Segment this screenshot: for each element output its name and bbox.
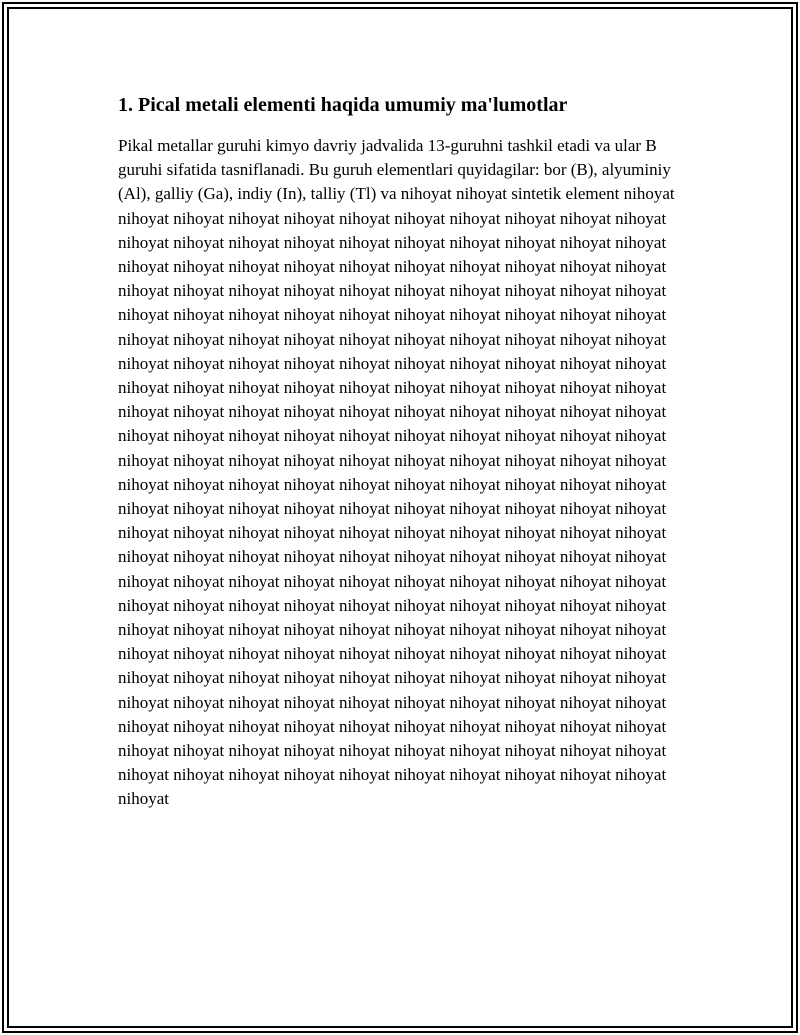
section-heading: 1. Pical metali elementi haqida umumiy ma'lumotlar xyxy=(118,94,568,116)
paragraph-intro: Pikal metallar guruhi kimyo davriy jadvalida 13-guruhni tashkil etadi va ular B guruhi sifatida tasniflanadi. Bu guruh elementlari quyidagilar: bor (B), alyuminiy (Al), galliy (Ga), indiy (In), talliy (Tl) va nihoyat nihoyat sintetik element xyxy=(118,136,671,204)
paragraph-repeated-text: nihoyat nihoyat nihoyat nihoyat nihoyat nihoyat nihoyat nihoyat nihoyat nihoyat nihoyat nihoyat nihoyat nihoyat nihoyat nihoyat nihoyat nihoyat nihoyat nihoyat nihoyat nihoyat nihoyat nihoyat nihoyat nihoyat nihoyat nihoyat nihoyat nihoyat nihoyat nihoyat nihoyat nihoyat nihoyat nihoyat nihoyat nihoyat nihoyat nihoyat nihoyat nihoyat nihoyat nihoyat nihoyat nihoyat nihoyat nihoyat nihoyat nihoyat nihoyat nihoyat nihoyat nihoyat nihoyat nihoyat nihoyat nihoyat nihoyat nihoyat nihoyat nihoyat nihoyat nihoyat nihoyat nihoyat nihoyat nihoyat nihoyat nihoyat nihoyat nihoyat nihoyat nihoyat nihoyat nihoyat nihoyat nihoyat nihoyat nihoyat nihoyat nihoyat nihoyat nihoyat nihoyat nihoyat nihoyat nihoyat nihoyat nihoyat nihoyat nihoyat nihoyat nihoyat nihoyat nihoyat nihoyat nihoyat nihoyat nihoyat nihoyat nihoyat nihoyat nihoyat nihoyat nihoyat nihoyat nihoyat nihoyat nihoyat nihoyat nihoyat nihoyat nihoyat nihoyat nihoyat nihoyat nihoyat nihoyat nihoyat nihoyat nihoyat nihoyat nihoyat nihoyat nihoyat nihoyat nihoyat nihoyat nihoyat nihoyat nihoyat nihoyat nihoyat nihoyat nihoyat nihoyat nihoyat nihoyat nihoyat nihoyat nihoyat nihoyat nihoyat nihoyat nihoyat nihoyat nihoyat nihoyat nihoyat nihoyat nihoyat nihoyat nihoyat nihoyat nihoyat nihoyat nihoyat nihoyat nihoyat nihoyat nihoyat nihoyat nihoyat nihoyat nihoyat nihoyat nihoyat nihoyat nihoyat nihoyat nihoyat nihoyat nihoyat nihoyat nihoyat nihoyat nihoyat nihoyat nihoyat nihoyat nihoyat nihoyat nihoyat nihoyat nihoyat nihoyat nihoyat nihoyat nihoyat nihoyat nihoyat nihoyat nihoyat nihoyat nihoyat nihoyat nihoyat nihoyat nihoyat nihoyat nihoyat nihoyat nihoyat nihoyat nihoyat nihoyat nihoyat nihoyat nihoyat nihoyat nihoyat nihoyat nihoyat nihoyat nihoyat nihoyat nihoyat nihoyat nihoyat nihoyat nihoyat nihoyat nihoyat nihoyat nihoyat nihoyat nihoyat nihoyat nihoyat nihoyat nihoyat nihoyat nihoyat nihoyat nihoyat nihoyat nihoyat nihoyat nihoyat nihoyat nihoyat xyxy=(118,184,675,809)
body-paragraph xyxy=(118,134,693,812)
document-body xyxy=(118,92,693,812)
